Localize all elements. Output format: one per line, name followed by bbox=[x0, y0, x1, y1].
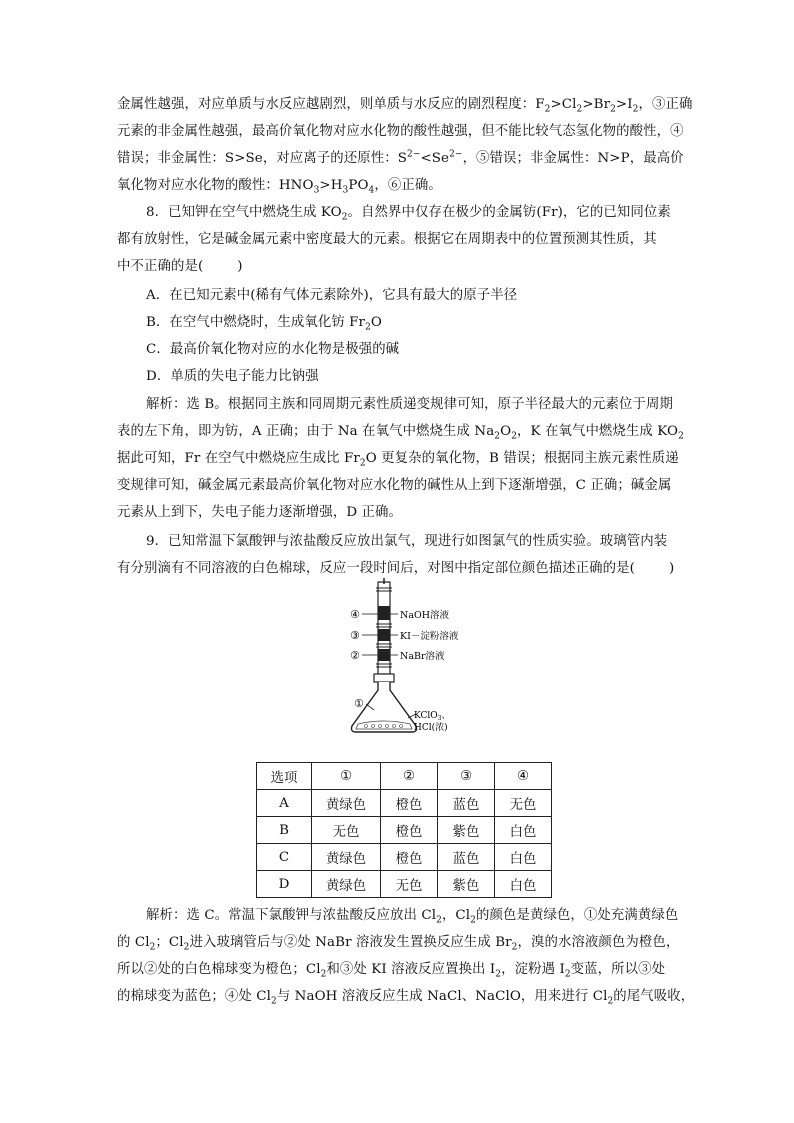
table-header-cell: ④ bbox=[495, 763, 552, 790]
cotton-ball-2 bbox=[378, 649, 390, 661]
answer-8-text: 元素从上到下，失电子能力逐渐增强，D 正确。 bbox=[117, 505, 403, 520]
stopper bbox=[374, 674, 394, 682]
question-8-stem: 8．已知钾在空气中燃烧生成 $KO_2$。自然界中仅存在极少的金属钫(Fr)，它的已知同位素 bbox=[146, 205, 671, 223]
table-cell: 蓝色 bbox=[438, 844, 495, 871]
table-cell: 无色 bbox=[312, 817, 381, 844]
table-cell: 白色 bbox=[495, 871, 552, 898]
table-header-row bbox=[257, 763, 552, 790]
question-8-stem: 都有放射性，它是碱金属元素中密度最大的元素。根据它在周期表中的位置预测其性质，其 bbox=[117, 232, 657, 247]
table-cell: 白色 bbox=[495, 817, 552, 844]
cotton-ball-3 bbox=[378, 629, 390, 641]
answer-9-text: 的棉球变为蓝色；④处 $Cl_2$与 NaOH 溶液反应生成 NaCl、NaClO，用来进行 $Cl_2$的尾气吸收， bbox=[117, 989, 695, 1007]
table-row bbox=[257, 790, 552, 817]
table-cell: 黄绿色 bbox=[312, 790, 381, 817]
text-line: 氧化物对应水化物的酸性：$HNO_3>H_3PO_4$，⑥正确。 bbox=[117, 178, 442, 196]
table-cell: 无色 bbox=[381, 871, 438, 898]
answer-8-text: 变规律可知，碱金属元素最高价氧化物对应水化物的碱性从上到下逐渐增强，C 正确；碱金属 bbox=[117, 478, 672, 493]
table-cell: 黄绿色 bbox=[312, 844, 381, 871]
apparatus-figure bbox=[340, 578, 500, 736]
question-9-stem: 9．已知常温下氯酸钾与浓盐酸反应放出氯气，现进行如图氯气的性质实验。玻璃管内装 bbox=[146, 534, 668, 549]
table-row bbox=[257, 871, 552, 898]
table-row bbox=[257, 817, 552, 844]
table-header-cell: 选项 bbox=[257, 763, 312, 790]
table-cell: 白色 bbox=[495, 844, 552, 871]
answer-8-text: 表的左下角，即为钫，A 正确；由于 Na 在氧气中燃烧生成 $Na_2O_2$，K 在氧气中燃烧生成 $KO_2$ bbox=[117, 424, 684, 442]
table-cell: D bbox=[257, 871, 312, 898]
table-cell: 黄绿色 bbox=[312, 871, 381, 898]
text-line: 元素的非金属性越强，最高价氧化物对应水化物的酸性越强，但不能比较气态氢化物的酸性，④ bbox=[117, 124, 684, 139]
text-line: 金属性越强，对应单质与水反应越剧烈，则单质与水反应的剧烈程度：$F_2>Cl_2>Br_2>I_2$，③正确 bbox=[117, 97, 693, 115]
options-table bbox=[256, 762, 552, 898]
label-2: ② bbox=[350, 649, 360, 662]
table-cell: C bbox=[257, 844, 312, 871]
table-header-cell: ② bbox=[381, 763, 438, 790]
question-8-option-d: D．单质的失电子能力比钠强 bbox=[146, 369, 319, 384]
label-ki: KI－淀粉溶液 bbox=[400, 631, 459, 642]
question-8-option-b: B．在空气中燃烧时，生成氧化钫 $Fr_2O$ bbox=[146, 315, 382, 333]
question-8-stem: 中不正确的是( ) bbox=[117, 259, 243, 274]
label-4: ④ bbox=[350, 608, 360, 621]
question-8-option-c: C．最高价氧化物对应的水化物是极强的碱 bbox=[146, 342, 400, 357]
table-header-cell: ① bbox=[312, 763, 381, 790]
question-9-stem: 有分别滴有不同溶液的白色棉球，反应一段时间后，对图中指定部位颜色描述正确的是( ) bbox=[117, 561, 675, 576]
table-cell: 橙色 bbox=[381, 817, 438, 844]
label-naoh: NaOH溶液 bbox=[400, 610, 450, 621]
answer-9-text: 解析：选 C。常温下氯酸钾与浓盐酸反应放出 $Cl_2$，$Cl_2$的颜色是黄绿色，①处充满黄绿色 bbox=[146, 908, 679, 926]
table-header-cell: ③ bbox=[438, 763, 495, 790]
table-cell: 橙色 bbox=[381, 844, 438, 871]
answer-8-text: 据此可知，Fr 在空气中燃烧应生成比 $Fr_2O$ 更复杂的氧化物，B 错误；根据同主族元素性质递 bbox=[117, 451, 679, 469]
text-line: 错误；非金属性：S>Se，对应离子的还原性：$S^{2-}<Se^{2-}$，⑤错误；非金属性：N>P，最高价 bbox=[117, 149, 684, 166]
label-kclo3: KClO$_3$、 bbox=[414, 711, 451, 722]
table-cell: 蓝色 bbox=[438, 790, 495, 817]
question-8-option-a: A．在已知元素中(稀有气体元素除外)，它具有最大的原子半径 bbox=[146, 288, 518, 303]
table-row bbox=[257, 844, 552, 871]
table-cell: B bbox=[257, 817, 312, 844]
apparatus-diagram bbox=[340, 578, 500, 736]
label-nabr: NaBr溶液 bbox=[400, 651, 445, 662]
table-cell: 橙色 bbox=[381, 790, 438, 817]
table-cell: 无色 bbox=[495, 790, 552, 817]
table-cell: A bbox=[257, 790, 312, 817]
answer-9-text: 的 $Cl_2$；$Cl_2$进入玻璃管后与②处 NaBr 溶液发生置换反应生成 $Br_2$，溴的水溶液颜色为橙色， bbox=[117, 935, 680, 953]
label-hcl: HCl(浓) bbox=[414, 723, 448, 733]
answer-8-text: 解析：选 B。根据同主族和同周期元素性质递变规律可知，原子半径最大的元素位于周期 bbox=[146, 397, 673, 412]
table-cell: 紫色 bbox=[438, 871, 495, 898]
label-3: ③ bbox=[350, 629, 360, 642]
label-1: ① bbox=[354, 697, 364, 710]
answer-9-text: 所以②处的白色棉球变为橙色；$Cl_2$和③处 KI 溶液反应置换出 $I_2$，淀粉遇 $I_2$变蓝，所以③处 bbox=[117, 962, 666, 980]
table-cell: 紫色 bbox=[438, 817, 495, 844]
cotton-ball-4 bbox=[378, 606, 390, 620]
